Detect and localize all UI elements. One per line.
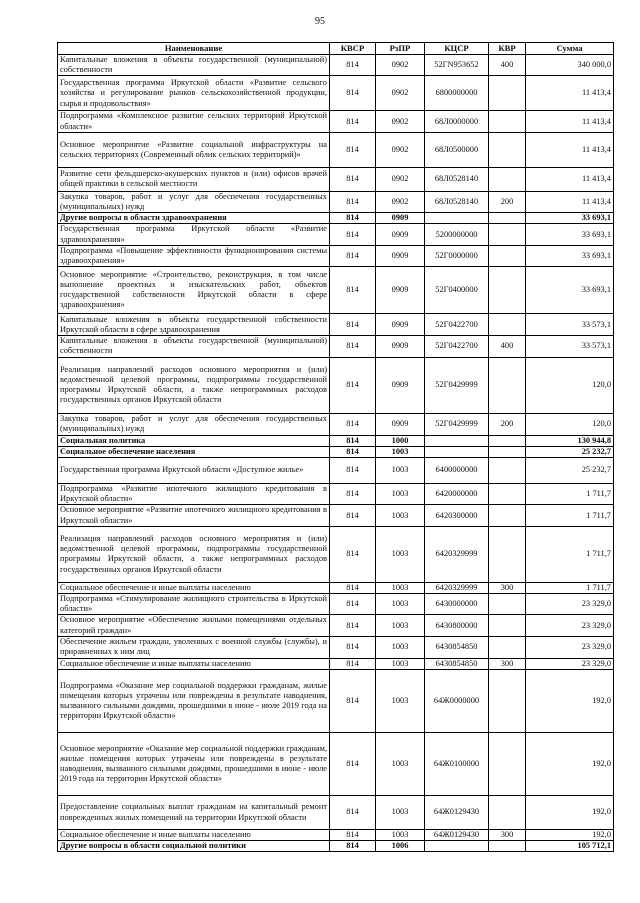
cell-sum: 33 693,1 <box>526 224 614 245</box>
cell-kvsr: 814 <box>330 435 376 446</box>
cell-kvr: 300 <box>489 830 526 841</box>
header-kvsr: КВСР <box>330 43 376 55</box>
cell-name: Реализация направлений расходов основного мероприятия и (или) ведомственной целевой программы, подпрограммы государственной программы Иркутской области, а также непрограммных расходов государственных органов Иркутской области <box>58 357 330 413</box>
cell-sum: 11 413,4 <box>526 191 614 212</box>
cell-kcsr: 64Ж0000000 <box>425 670 489 733</box>
cell-kcsr: 52ГN953652 <box>425 55 489 76</box>
cell-kvr <box>489 505 526 526</box>
cell-sum: 23 329,0 <box>526 615 614 636</box>
cell-kcsr: 6430000000 <box>425 594 489 615</box>
cell-sum: 25 232,7 <box>526 446 614 457</box>
budget-table <box>57 42 614 852</box>
cell-kvsr: 814 <box>330 55 376 76</box>
cell-rzpr: 1003 <box>376 615 425 636</box>
cell-kvr <box>489 357 526 413</box>
cell-kcsr: 68Л0000000 <box>425 111 489 132</box>
header-kvr: КВР <box>489 43 526 55</box>
cell-kvr <box>489 841 526 852</box>
table-row <box>58 76 614 111</box>
cell-kvsr: 814 <box>330 357 376 413</box>
cell-sum: 105 712,1 <box>526 841 614 852</box>
table-row <box>58 484 614 505</box>
cell-sum: 33 693,1 <box>526 245 614 266</box>
cell-name: Реализация направлений расходов основного мероприятия и (или) ведомственной целевой программы, подпрограммы государственной программы Иркутской области, а также непрограммных расходов государственных органов Иркутской области <box>58 526 330 582</box>
cell-kvr <box>489 526 526 582</box>
cell-kcsr: 52Г0422700 <box>425 336 489 357</box>
cell-kvsr: 814 <box>330 841 376 852</box>
cell-kvr: 300 <box>489 658 526 669</box>
cell-name: Основное мероприятие «Развитие социальной инфраструктуры на сельских территориях (Современный облик сельских территорий)» <box>58 132 330 167</box>
cell-sum: 120,0 <box>526 357 614 413</box>
cell-rzpr: 1003 <box>376 526 425 582</box>
cell-name: Обеспечение жильем граждан, уволенных с военной службы (службы), и приравненных к ним лиц <box>58 636 330 658</box>
cell-rzpr: 0909 <box>376 413 425 435</box>
cell-rzpr: 0909 <box>376 213 425 224</box>
table-row <box>58 670 614 733</box>
header-rzpr: РзПР <box>376 43 425 55</box>
cell-kvr <box>489 435 526 446</box>
header-sum: Сумма <box>526 43 614 55</box>
table-row <box>58 636 614 658</box>
table-row <box>58 191 614 212</box>
cell-kvr: 200 <box>489 413 526 435</box>
cell-kvr <box>489 111 526 132</box>
cell-rzpr: 1000 <box>376 435 425 446</box>
cell-kcsr: 68Л0528140 <box>425 191 489 212</box>
cell-name: Основное мероприятие «Строительство, реконструкция, в том числе выполнение проектных и изыскательских работ, объектов государственной собственности Иркутской области в сфере здравоохранения» <box>58 267 330 314</box>
cell-name: Другие вопросы в области социальной политики <box>58 841 330 852</box>
cell-kcsr: 64Ж0100000 <box>425 733 489 796</box>
cell-kvr <box>489 76 526 111</box>
cell-kvsr: 814 <box>330 505 376 526</box>
cell-kvr <box>489 733 526 796</box>
table-row <box>58 796 614 830</box>
cell-kvsr: 814 <box>330 167 376 191</box>
cell-sum: 33 573,1 <box>526 336 614 357</box>
cell-rzpr: 1003 <box>376 594 425 615</box>
cell-kvr <box>489 132 526 167</box>
table-row <box>58 167 614 191</box>
cell-kcsr: 64Ж0129430 <box>425 830 489 841</box>
cell-kvr <box>489 446 526 457</box>
cell-kvr: 300 <box>489 582 526 593</box>
cell-name: Государственная программа Иркутской области «Развитие здравоохранения» <box>58 224 330 245</box>
cell-rzpr: 1003 <box>376 670 425 733</box>
cell-kvr <box>489 615 526 636</box>
cell-kcsr: 6420300000 <box>425 505 489 526</box>
cell-rzpr: 1003 <box>376 484 425 505</box>
cell-kcsr: 52Г0422700 <box>425 314 489 336</box>
cell-kcsr <box>425 435 489 446</box>
cell-kvsr: 814 <box>330 314 376 336</box>
cell-name: Социальное обеспечение и иные выплаты населению <box>58 582 330 593</box>
table-row <box>58 615 614 636</box>
cell-rzpr: 0902 <box>376 132 425 167</box>
cell-kcsr: 52Г0429999 <box>425 413 489 435</box>
cell-kvsr: 814 <box>330 658 376 669</box>
cell-kcsr: 6400000000 <box>425 458 489 484</box>
cell-name: Социальное обеспечение и иные выплаты населению <box>58 830 330 841</box>
cell-kvsr: 814 <box>330 245 376 266</box>
cell-kvr <box>489 213 526 224</box>
cell-kvsr: 814 <box>330 224 376 245</box>
cell-name: Капитальные вложения в объекты государственной (муниципальной) собственности <box>58 55 330 76</box>
cell-kvr <box>489 670 526 733</box>
cell-kvsr: 814 <box>330 582 376 593</box>
cell-kcsr: 68Л0528140 <box>425 167 489 191</box>
cell-rzpr: 0902 <box>376 55 425 76</box>
cell-kcsr <box>425 446 489 457</box>
table-row <box>58 111 614 132</box>
cell-rzpr: 0902 <box>376 191 425 212</box>
cell-kcsr: 6800000000 <box>425 76 489 111</box>
table-row <box>58 245 614 266</box>
cell-name: Подпрограмма «Оказание мер социальной поддержки гражданам, жилые помещения которых утрачены или повреждены в результате наводнения, вызванного сильными дождями, прошедшими в июне - июле 2019 года на территории Иркутской области» <box>58 670 330 733</box>
table-row <box>58 336 614 357</box>
cell-name: Государственная программа Иркутской области «Развитие сельского хозяйства и регулирование рынков сельскохозяйственной продукции, сырья и продовольствия» <box>58 76 330 111</box>
cell-kvsr: 814 <box>330 446 376 457</box>
cell-rzpr: 0909 <box>376 336 425 357</box>
cell-sum: 11 413,4 <box>526 111 614 132</box>
cell-rzpr: 0902 <box>376 111 425 132</box>
cell-kcsr: 52Г0000000 <box>425 245 489 266</box>
cell-kvr <box>489 458 526 484</box>
cell-kcsr: 6420329999 <box>425 582 489 593</box>
table-row <box>58 733 614 796</box>
cell-kvsr: 814 <box>330 526 376 582</box>
cell-kvr: 400 <box>489 55 526 76</box>
cell-sum: 23 329,0 <box>526 594 614 615</box>
cell-name: Подпрограмма «Комплексное развитие сельских территорий Иркутской области» <box>58 111 330 132</box>
table-row <box>58 458 614 484</box>
cell-kvsr: 814 <box>330 594 376 615</box>
cell-rzpr: 1003 <box>376 458 425 484</box>
cell-sum: 33 693,1 <box>526 213 614 224</box>
cell-name: Подпрограмма «Развитие ипотечного жилищного кредитования в Иркутской области» <box>58 484 330 505</box>
cell-kvsr: 814 <box>330 267 376 314</box>
header-name: Наименование <box>58 43 330 55</box>
cell-kvsr: 814 <box>330 413 376 435</box>
cell-kcsr <box>425 213 489 224</box>
cell-kvr <box>489 636 526 658</box>
cell-kvsr: 814 <box>330 132 376 167</box>
cell-rzpr: 1003 <box>376 796 425 830</box>
cell-sum: 192,0 <box>526 796 614 830</box>
cell-name: Основное мероприятие «Обеспечение жилыми помещениями отдельных категорий граждан» <box>58 615 330 636</box>
cell-rzpr: 0909 <box>376 224 425 245</box>
table-row <box>58 267 614 314</box>
cell-sum: 120,0 <box>526 413 614 435</box>
cell-kvsr: 814 <box>330 111 376 132</box>
cell-rzpr: 1003 <box>376 636 425 658</box>
cell-name: Подпрограмма «Повышение эффективности функционирования системы здравоохранения» <box>58 245 330 266</box>
table-row <box>58 594 614 615</box>
table-header-row <box>58 43 614 55</box>
cell-sum: 33 693,1 <box>526 267 614 314</box>
cell-rzpr: 0909 <box>376 314 425 336</box>
cell-rzpr: 1003 <box>376 733 425 796</box>
cell-sum: 1 711,7 <box>526 505 614 526</box>
cell-kvr <box>489 484 526 505</box>
cell-kvr <box>489 267 526 314</box>
table-row <box>58 132 614 167</box>
cell-kvsr: 814 <box>330 458 376 484</box>
cell-kvsr: 814 <box>330 733 376 796</box>
cell-sum: 23 329,0 <box>526 636 614 658</box>
cell-sum: 192,0 <box>526 733 614 796</box>
cell-kvsr: 814 <box>330 484 376 505</box>
table-row <box>58 526 614 582</box>
cell-sum: 192,0 <box>526 830 614 841</box>
cell-kcsr: 6420000000 <box>425 484 489 505</box>
cell-kvsr: 814 <box>330 76 376 111</box>
cell-sum: 1 711,7 <box>526 582 614 593</box>
cell-name: Капитальные вложения в объекты государственной собственности Иркутской области в сфере здравоохранения <box>58 314 330 336</box>
cell-kcsr: 52Г0400000 <box>425 267 489 314</box>
cell-kvsr: 814 <box>330 615 376 636</box>
cell-sum: 33 573,1 <box>526 314 614 336</box>
cell-name: Другие вопросы в области здравоохранения <box>58 213 330 224</box>
cell-kvr <box>489 796 526 830</box>
table-row <box>58 446 614 457</box>
table-row <box>58 841 614 852</box>
cell-kvr <box>489 167 526 191</box>
cell-name: Развитие сети фельдшерско-акушерских пунктов и (или) офисов врачей общей практики в сельской местности <box>58 167 330 191</box>
cell-sum: 1 711,7 <box>526 526 614 582</box>
cell-sum: 11 413,4 <box>526 76 614 111</box>
cell-rzpr: 1003 <box>376 658 425 669</box>
table-row <box>58 435 614 446</box>
cell-sum: 11 413,4 <box>526 132 614 167</box>
cell-kcsr: 68Л0500000 <box>425 132 489 167</box>
table-row <box>58 357 614 413</box>
cell-sum: 340 000,0 <box>526 55 614 76</box>
cell-rzpr: 1003 <box>376 830 425 841</box>
table-row <box>58 224 614 245</box>
cell-kcsr: 6430800000 <box>425 615 489 636</box>
cell-sum: 11 413,4 <box>526 167 614 191</box>
header-kcsr: КЦСР <box>425 43 489 55</box>
cell-kcsr: 6430854850 <box>425 658 489 669</box>
cell-name: Подпрограмма «Стимулирование жилищного строительства в Иркутской области» <box>58 594 330 615</box>
cell-name: Социальное обеспечение населения <box>58 446 330 457</box>
cell-kcsr: 64Ж0129430 <box>425 796 489 830</box>
cell-kvsr: 814 <box>330 670 376 733</box>
cell-name: Основное мероприятие «Развитие ипотечного жилищного кредитования в Иркутской области» <box>58 505 330 526</box>
cell-kcsr: 6420329999 <box>425 526 489 582</box>
cell-sum: 130 944,8 <box>526 435 614 446</box>
cell-name: Предоставление социальных выплат гражданам на капитальный ремонт поврежденных жилых помещений на территории Иркутской области <box>58 796 330 830</box>
cell-name: Закупка товаров, работ и услуг для обеспечения государственных (муниципальных) нужд <box>58 413 330 435</box>
cell-rzpr: 0909 <box>376 267 425 314</box>
table-row <box>58 213 614 224</box>
cell-kvsr: 814 <box>330 336 376 357</box>
cell-kcsr: 6430854850 <box>425 636 489 658</box>
cell-kvsr: 814 <box>330 830 376 841</box>
cell-kvsr: 814 <box>330 636 376 658</box>
table-row <box>58 413 614 435</box>
cell-name: Основное мероприятие «Оказание мер социальной поддержки гражданам, жилые помещения которых утрачены или повреждены в результате наводнения, вызванного сильными дождями, прошедшими в июне - июле 2019 года на территории Иркутской области» <box>58 733 330 796</box>
cell-sum: 25 232,7 <box>526 458 614 484</box>
cell-rzpr: 1003 <box>376 446 425 457</box>
cell-name: Социальная политика <box>58 435 330 446</box>
table-row <box>58 658 614 669</box>
cell-name: Капитальные вложения в объекты государственной (муниципальной) собственности <box>58 336 330 357</box>
cell-kcsr <box>425 841 489 852</box>
page-number: 95 <box>315 16 325 27</box>
cell-rzpr: 0909 <box>376 357 425 413</box>
cell-kvr <box>489 314 526 336</box>
cell-kvr <box>489 224 526 245</box>
cell-rzpr: 0902 <box>376 76 425 111</box>
cell-rzpr: 0909 <box>376 245 425 266</box>
cell-kcsr: 52Г0429999 <box>425 357 489 413</box>
cell-rzpr: 1006 <box>376 841 425 852</box>
table-row <box>58 582 614 593</box>
cell-sum: 1 711,7 <box>526 484 614 505</box>
table-row <box>58 55 614 76</box>
cell-name: Государственная программа Иркутской области «Доступное жилье» <box>58 458 330 484</box>
cell-kvr <box>489 245 526 266</box>
table-row <box>58 830 614 841</box>
cell-rzpr: 1003 <box>376 582 425 593</box>
cell-kvsr: 814 <box>330 191 376 212</box>
cell-sum: 23 329,0 <box>526 658 614 669</box>
cell-name: Закупка товаров, работ и услуг для обеспечения государственных (муниципальных) нужд <box>58 191 330 212</box>
cell-kcsr: 5200000000 <box>425 224 489 245</box>
cell-kvr: 200 <box>489 191 526 212</box>
table-row <box>58 505 614 526</box>
cell-name: Социальное обеспечение и иные выплаты населению <box>58 658 330 669</box>
cell-rzpr: 1003 <box>376 505 425 526</box>
cell-kvr <box>489 594 526 615</box>
cell-sum: 192,0 <box>526 670 614 733</box>
table-row <box>58 314 614 336</box>
cell-kvr: 400 <box>489 336 526 357</box>
cell-kvsr: 814 <box>330 213 376 224</box>
cell-rzpr: 0902 <box>376 167 425 191</box>
cell-kvsr: 814 <box>330 796 376 830</box>
